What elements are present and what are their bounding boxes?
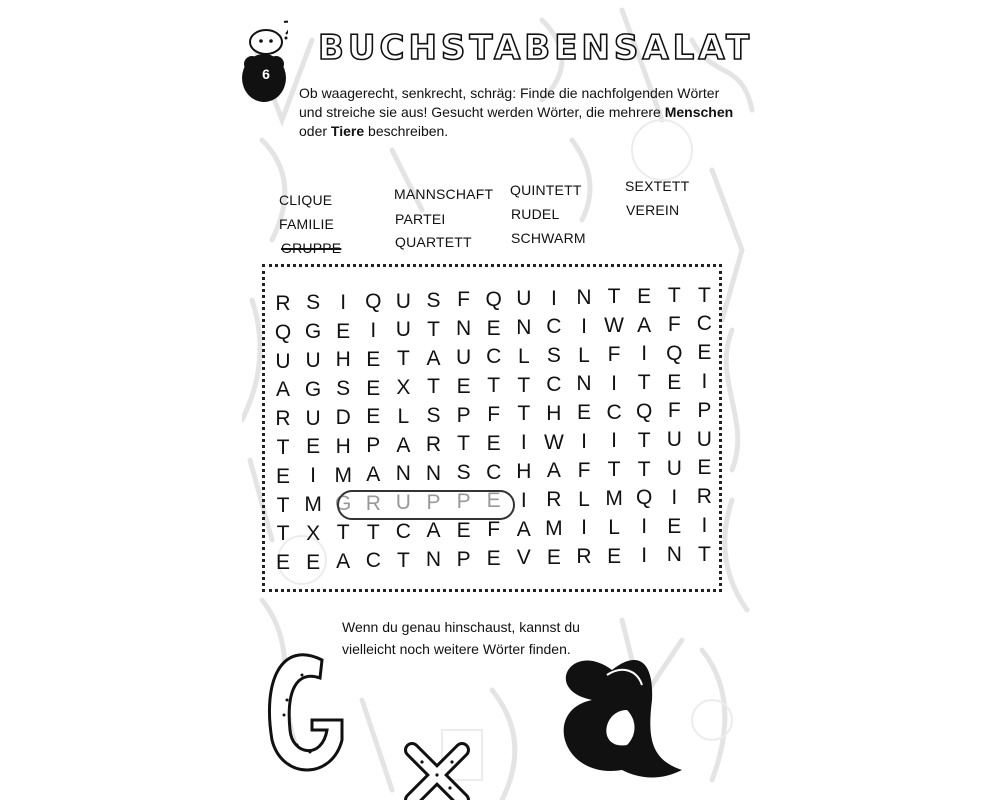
grid-cell[interactable]: R — [275, 292, 291, 315]
grid-cell[interactable]: P — [456, 547, 471, 571]
grid-cell[interactable]: R — [576, 545, 592, 569]
grid-cell[interactable]: U — [395, 318, 411, 342]
decorative-a-icon — [564, 660, 682, 778]
grid-cell[interactable]: U — [275, 349, 291, 373]
grid-cell[interactable]: T — [697, 283, 711, 307]
grid-cell[interactable]: I — [611, 371, 618, 395]
grid-cell[interactable]: F — [487, 518, 501, 542]
grid-cell[interactable]: A — [426, 346, 441, 370]
grid-cell[interactable]: C — [606, 400, 622, 424]
grid-cell[interactable]: E — [306, 550, 321, 574]
grid-cell[interactable]: Q — [666, 341, 683, 365]
grid-cell[interactable]: T — [517, 373, 531, 397]
grid-cell[interactable]: S — [426, 404, 441, 428]
intro-part3: beschreiben. — [364, 123, 449, 139]
grid-cell[interactable]: U — [395, 289, 411, 313]
grid-cell[interactable]: R — [425, 433, 442, 456]
grid-cell[interactable]: I — [671, 485, 678, 509]
grid-cell[interactable]: E — [667, 514, 682, 538]
grid-cell[interactable]: C — [486, 460, 502, 484]
word-item: SEXTETT — [625, 178, 690, 194]
grid-cell[interactable]: U — [305, 349, 321, 372]
grid-cell[interactable]: U — [305, 406, 321, 430]
grid-cell[interactable]: N — [425, 461, 442, 485]
grid-cell[interactable]: E — [275, 551, 290, 575]
grid-cell[interactable]: I — [550, 286, 557, 310]
grid-cell[interactable]: I — [340, 290, 347, 314]
word-item: QUINTETT — [510, 182, 582, 198]
grid-cell[interactable]: T — [607, 458, 621, 482]
grid-cell[interactable]: T — [276, 436, 290, 459]
grid-cell[interactable]: P — [697, 398, 712, 422]
grid-cell[interactable]: U — [516, 287, 532, 311]
grid-cell[interactable]: V — [516, 546, 531, 570]
grid-cell[interactable]: L — [578, 487, 590, 511]
grid-cell[interactable]: U — [456, 346, 472, 369]
grid-cell[interactable]: F — [667, 399, 681, 423]
grid-cell[interactable]: N — [576, 286, 592, 309]
grid-cell[interactable]: E — [456, 374, 471, 398]
grid-cell[interactable]: I — [581, 516, 587, 540]
grid-cell[interactable]: M — [334, 463, 352, 487]
word-item: VEREIN — [626, 202, 680, 218]
decorative-g-icon — [269, 655, 342, 770]
grid-cell[interactable]: W — [604, 314, 624, 338]
decorative-x-icon — [412, 750, 462, 800]
grid-cell[interactable]: I — [641, 515, 648, 539]
grid-cell[interactable]: X — [396, 376, 411, 399]
grid-cell[interactable]: T — [487, 374, 501, 398]
grid-cell[interactable]: E — [456, 518, 471, 542]
grid-cell[interactable]: E — [607, 544, 622, 568]
grid-cell[interactable]: D — [335, 406, 351, 429]
grid-cell[interactable]: N — [456, 317, 472, 341]
puzzle-page — [242, 0, 758, 800]
grid-cell[interactable]: P — [366, 434, 381, 458]
grid-cell[interactable]: I — [520, 431, 527, 455]
grid-cell[interactable]: F — [607, 343, 621, 366]
grid-cell[interactable]: X — [306, 521, 321, 545]
grid-cell[interactable]: C — [546, 315, 562, 339]
word-item: CLIQUE — [279, 192, 333, 208]
grid-cell[interactable]: C — [546, 373, 562, 396]
grid-cell[interactable]: T — [637, 457, 651, 481]
grid-cell[interactable]: U — [696, 427, 712, 451]
grid-cell[interactable]: Q — [485, 287, 502, 311]
grid-cell[interactable]: E — [667, 370, 682, 394]
grid-cell[interactable]: F — [457, 288, 470, 312]
grid-cell[interactable]: A — [275, 378, 290, 402]
grid-cell[interactable]: C — [365, 549, 381, 573]
grid-cell[interactable]: U — [666, 428, 682, 452]
grid-cell[interactable]: G — [335, 492, 352, 516]
grid-cell[interactable]: N — [576, 372, 592, 396]
grid-cell[interactable]: A — [546, 459, 561, 483]
instructions-text — [299, 84, 739, 141]
word-item: RUDEL — [511, 206, 560, 222]
word-item-found: GRUPPE — [281, 240, 342, 256]
grid-cell[interactable]: I — [701, 514, 708, 537]
word-item: MANNSCHAFT — [394, 186, 494, 202]
grid-cell[interactable]: L — [578, 343, 590, 367]
grid-cell[interactable]: L — [517, 344, 530, 368]
grid-cell[interactable]: T — [276, 522, 290, 546]
grid-cell[interactable]: N — [395, 462, 411, 486]
grid-cell[interactable]: A — [396, 433, 411, 457]
grid-cell[interactable]: N — [425, 548, 442, 572]
grid-cell[interactable]: A — [366, 463, 381, 486]
grid-cell[interactable]: R — [275, 407, 291, 431]
grid-cell[interactable]: T — [637, 428, 651, 452]
grid-cell[interactable]: H — [516, 460, 532, 483]
grid-cell[interactable]: U — [666, 457, 682, 480]
grid-cell[interactable]: H — [335, 348, 351, 372]
grid-cell[interactable]: E — [486, 316, 501, 340]
grid-cell[interactable]: T — [607, 285, 621, 309]
grid-cell[interactable]: E — [637, 284, 652, 308]
grid-cell[interactable]: Q — [365, 290, 382, 314]
grid-cell[interactable]: E — [306, 435, 321, 459]
grid-cell[interactable]: I — [581, 314, 587, 338]
grid-cell[interactable]: M — [545, 517, 563, 540]
grid-cell[interactable]: S — [456, 461, 471, 485]
grid-cell[interactable]: L — [608, 515, 620, 539]
grid-cell[interactable]: I — [641, 342, 648, 366]
grid-cell[interactable]: E — [546, 545, 561, 569]
grid-cell[interactable]: A — [637, 313, 652, 337]
grid-cell[interactable]: I — [611, 429, 618, 453]
grid-cell[interactable]: I — [641, 544, 648, 567]
grid-cell[interactable]: P — [456, 403, 471, 427]
grid-cell[interactable]: T — [396, 347, 410, 371]
grid-cell[interactable]: T — [637, 371, 651, 395]
grid-cell[interactable]: F — [487, 403, 501, 426]
grid-cell[interactable]: Q — [636, 486, 653, 510]
page-title: BUCHSTABENSALAT — [318, 28, 754, 68]
grid-cell[interactable]: T — [366, 520, 380, 544]
grid-cell[interactable]: L — [397, 404, 410, 428]
grid-cell[interactable]: E — [366, 405, 381, 429]
grid-cell[interactable]: C — [696, 312, 712, 336]
grid-cell[interactable]: E — [366, 347, 381, 371]
grid-cell[interactable]: T — [517, 402, 531, 426]
grid-cell[interactable]: E — [697, 341, 712, 365]
grid-cell[interactable]: G — [304, 377, 322, 401]
word-item: PARTEI — [395, 211, 446, 227]
grid-cell[interactable]: T — [697, 542, 711, 566]
grid-cell[interactable]: E — [275, 464, 290, 488]
grid-cell[interactable]: A — [516, 517, 531, 541]
grid-cell[interactable]: E — [486, 431, 501, 455]
intro-part1: Ob waagerecht, senkrecht, schräg: Finde die nachfolgenden Wörter und streiche sie aus! Gesucht werden Wörter, die mehrere — [299, 85, 720, 120]
found-word-highlight — [337, 490, 515, 520]
grid-cell[interactable]: A — [336, 550, 351, 573]
grid-cell[interactable]: P — [456, 490, 471, 513]
word-item: QUARTETT — [395, 234, 472, 250]
grid-cell[interactable]: R — [546, 488, 562, 512]
decorative-letters — [242, 630, 758, 800]
grid-cell[interactable]: T — [667, 284, 681, 308]
word-item: SCHWARM — [511, 230, 586, 246]
grid-cell[interactable]: H — [546, 401, 562, 425]
grid-cell[interactable]: N — [666, 543, 682, 567]
grid-cell[interactable]: E — [366, 376, 381, 400]
hint-line-2: vielleicht noch weitere Wörter finden. — [342, 641, 571, 657]
intro-bold-tiere: Tiere — [330, 123, 365, 139]
grid-cell[interactable]: T — [427, 375, 440, 399]
grid-cell[interactable]: S — [336, 377, 351, 401]
grid-cell[interactable]: T — [396, 548, 410, 572]
grid-cell[interactable]: Q — [274, 320, 292, 344]
grid-cell[interactable]: F — [667, 313, 681, 336]
intro-part2: oder — [299, 123, 331, 139]
intro-bold-menschen: Menschen — [664, 104, 734, 120]
grid-cell[interactable]: S — [426, 289, 441, 312]
grid-cell[interactable]: U — [395, 491, 411, 515]
grid-cell[interactable]: C — [486, 345, 502, 369]
grid-cell[interactable]: I — [520, 488, 527, 512]
grid-cell[interactable]: E — [336, 319, 351, 343]
grid-cell[interactable]: C — [395, 520, 411, 543]
grid-cell[interactable]: S — [306, 291, 321, 315]
grid-cell[interactable]: P — [426, 490, 441, 514]
grid-cell[interactable]: R — [696, 485, 712, 509]
grid-cell[interactable]: T — [276, 493, 290, 517]
grid-cell[interactable]: S — [546, 344, 561, 368]
grid-cell[interactable]: I — [310, 464, 317, 488]
grid-cell[interactable]: Q — [636, 400, 653, 423]
word-item: FAMILIE — [279, 216, 335, 232]
grid-cell[interactable]: H — [335, 434, 351, 458]
grid-cell[interactable]: G — [304, 320, 322, 344]
grid-cell[interactable]: F — [577, 458, 591, 482]
grid-cell[interactable]: W — [543, 430, 564, 454]
grid-cell[interactable]: I — [370, 319, 377, 342]
page-number-badge: 6 — [262, 66, 270, 82]
hint-line-1: Wenn du genau hinschaust, kannst du — [342, 619, 580, 635]
grid-cell[interactable]: A — [426, 519, 441, 543]
grid-cell[interactable]: E — [486, 489, 501, 513]
grid-cell[interactable]: E — [576, 401, 591, 425]
grid-cell[interactable]: E — [697, 456, 712, 480]
grid-cell[interactable]: I — [581, 430, 587, 453]
grid-cell[interactable]: R — [365, 491, 381, 515]
grid-cell[interactable]: T — [427, 317, 440, 341]
grid-cell[interactable]: M — [304, 493, 322, 516]
grid-cell[interactable]: T — [457, 432, 470, 456]
grid-cell[interactable]: T — [336, 521, 350, 545]
grid-cell[interactable]: N — [516, 316, 532, 339]
grid-cell[interactable]: M — [605, 487, 623, 510]
grid-cell[interactable]: I — [701, 370, 708, 393]
grid-cell[interactable]: E — [486, 547, 501, 570]
